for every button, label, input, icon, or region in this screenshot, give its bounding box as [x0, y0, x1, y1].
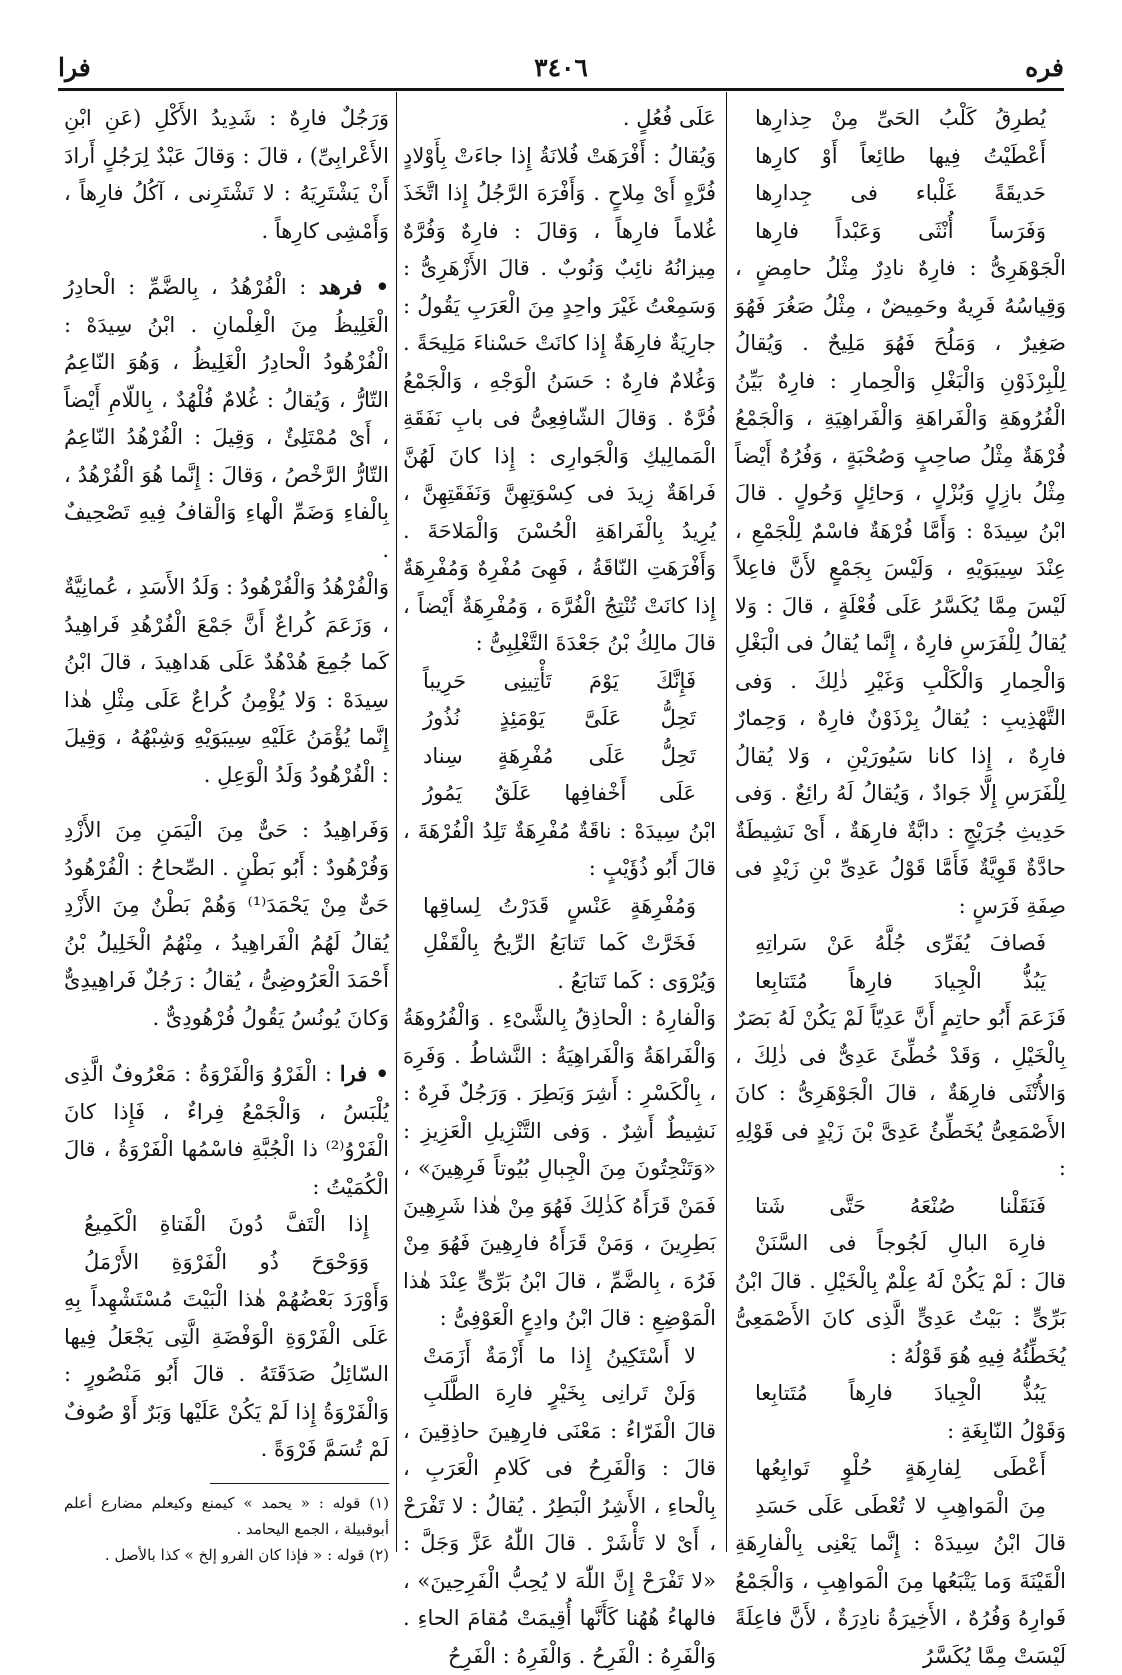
- verse-line: لا أَسْتَكِينُ إِذا ما أَزْمَةٌ أَزَمَتْ: [403, 1338, 716, 1376]
- footnote: (١) قوله : « يحمد » كيمنع وكيعلم مضارع أعلم أبوقبيلة ، الجمع اليحامد .: [64, 1490, 389, 1542]
- prose-paragraph: الْجَوْهَرِىُّ : فارِهٌ نادِرٌ مِثْلُ حامِضٍ ، وَقِياسُهُ فَرِيهٌ وحَمِيضٌ ، مِثْلُ صَغُرَ فَهُوَ صَغِيرٌ ، وَمَلُحَ فَهُوَ مَلِيحٌ . وَيُقالُ لِلْبِرْذَوْنِ وَالْبَغْلِ وَالْحِمارِ : فارِهٌ بَيِّنُ الْفُرُوهَةِ وَالْفَراهَةِ وَالْفَراهِيَةِ ، وَالْجَمْعُ فُرْهَةٌ مِثْلُ صاحِبٍ وَصُحْبَةٍ ، وَفُرُهٌ أَيْضاً مِثْلُ بازِلٍ وَبُزْلٍ ، وَحائِلٍ وَحُولٍ . قالَ ابْنُ سِيدَهْ : وَأَمَّا فُرْهَةٌ فاسْمٌ لِلْجَمْعِ ، عِنْدَ سِيبَوَيْهِ ، وَلَيْسَ بِجَمْعٍ لأَنَّ فاعِلاً لَيْسَ مِمَّا يُكَسَّرُ عَلَى فُعْلَةٍ ، قالَ : وَلا يُقالُ لِلْفَرَسِ فارِهٌ ، إِنَّما يُقالُ فى الْبَغْلِ وَالْحِمارِ وَالْكَلْبِ وَغَيْرِ ذٰلِكَ . وَفى التَّهْذِيبِ : يُقالُ بِرْذَوْنٌ فارِهٌ ، وَحِمارٌ فارِهٌ ، إِذا كانا سَيُورَيْنِ ، وَلا يُقالُ لِلْفَرَسِ إِلَّا جَوادٌ ، وَيُقالُ لَهُ رائِعٌ . وَفى حَدِيثِ جُرَيْجٍ : دابَّةٌ فارِهَةٌ ، أَىْ نَشِيطَةٌ حادَّةٌ قَوِيَّةٌ فَأَمَّا قَوْلُ عَدِىِّ بْنِ زَيْدٍ فى صِفَةِ فَرَسٍ :: [735, 250, 1066, 925]
- prose-paragraph: قالَ : لَمْ يَكُنْ لَهُ عِلْمٌ بِالْخَيْلِ . قالَ ابْنُ بَرِّىٍّ : بَيْتُ عَدِىٍّ الَّذِى كانَ الأَصْمَعِىُّ يُخَطِّئُهُ فِيهِ هُوَ قَوْلُهُ :: [735, 1263, 1066, 1376]
- prose-paragraph: وَيُرْوَى : كَما تَتابَعُ .: [403, 963, 716, 1001]
- page-header: [58, 48, 1064, 88]
- prose-paragraph: وَالْفارِهُ : الْحاذِقُ بِالشَّىْءِ . وَالْفُرُوهَةُ وَالْفَراهَةُ وَالْفَراهِيَةُ : النَّشاطُ . وَفَرِهَ ، بِالْكَسْرِ : أَشِرَ وَبَطِرَ . وَرَجُلٌ فَرِهٌ : نَشِيطٌ أَشِرٌ . وَفى التَّنْزِيلِ الْعَزِيزِ : «وَتَنْحِتُونَ مِنَ الْجِبالِ بُيُوتاً فَرِهِينَ» ، فَمَنْ قَرَأَهُ كَذٰلِكَ فَهُوَ مِنْ هٰذا شَرِهِينَ بَطِرِينَ ، وَمَنْ قَرَأَهُ فارِهِينَ فَهُوَ مِنْ فَرُهَ ، بِالضَّمِّ ، قالَ ابْنُ بَرِّىٍّ عِنْدَ هٰذا الْمَوْضِعِ : قالَ ابْنُ وادِعٍ الْعَوْفِىُّ :: [403, 1000, 716, 1338]
- prose-paragraph: وَقَوْلُ النّابِغَةِ :: [735, 1413, 1066, 1451]
- entry-body: : الْفَرْوُ وَالْفَرْوَةُ : مَعْرُوفٌ الَّذِى يُلْبَسُ ، وَالْجَمْعُ فِراءٌ ، فَإِذا كانَ الْفَرْوُ⁽²⁾ ذا الْجُبَّةِ فاسْمُها الْفَرْوَةُ ، قالَ الْكُمَيْتُ :: [64, 1062, 389, 1199]
- entry-headword: • فرهد: [319, 274, 389, 299]
- prose-paragraph: عَلَى فُعُلٍ .: [403, 100, 716, 138]
- footnote-rule: [210, 1483, 389, 1484]
- verse-line: فارِهَ البالِ لَجُوجاً فى السَّنَنْ: [735, 1225, 1066, 1263]
- prose-paragraph: وَفَراهِيدُ : حَىٌّ مِنَ الْيَمَنِ مِنَ الأَزْدِ وَفُرْهُودٌ : أَبُو بَطْنٍ . الصِّحاحُ : الْفُرْهُودُ حَىٌّ مِنْ يَحْمَدَ⁽¹⁾ وَهُمْ بَطْنٌ مِنَ الأَزْدِ يُقالُ لَهُمُ الْفَراهِيدُ ، مِنْهُمُ الْخَلِيلُ بْنُ أَحْمَدَ الْعَرُوضِىُّ ، يُقالُ : رَجُلٌ فَراهِيدِىٌّ وَكانَ يُونُسُ يَقُولُ فُرْهُودِىٌّ .: [64, 812, 389, 1037]
- verse-line: يُطرِقُ كَلْبُ الحَىِّ مِنْ حِذارِها: [735, 100, 1066, 138]
- prose-paragraph: وَأَوْرَدَ بَعْضُهُمْ هٰذا الْبَيْتَ مُسْتَشْهِداً بِهِ عَلَى الْفَرْوَةِ الْوَفْضَةِ الَّتِى يَجْعَلُ فِيها السّائِلُ صَدَقَتَهُ . قالَ أَبُو مَنْصُورٍ : وَالْفَرْوَةُ إِذا لَمْ يَكُنْ عَلَيْها وَبَرٌ أَوْ صُوفٌ لَمْ تُسَمَّ فَرْوَةً .: [64, 1281, 389, 1469]
- dictionary-entry: [64, 268, 389, 569]
- column-divider: [396, 92, 397, 1552]
- verse-line: وَوَحْوَحَ ذُو الْفَرْوَةِ الأَرْمَلُ: [64, 1244, 389, 1282]
- dictionary-entry: [64, 1055, 389, 1206]
- prose-paragraph: وَالْفُرْهُدُ وَالْفُرْهُودُ : وَلَدُ الأَسَدِ ، عُمانِيَّةٌ ، وَزَعَمَ كُراعٌ أَنَّ جَمْعَ الْفُرْهُدِ فَراهِيدُ كَما جُمِعَ هُدْهُدٌ عَلَى هَداهِيدَ ، قالَ ابْنُ سِيدَهْ : وَلا يُؤْمِنُ كُراعٌ عَلَى مِثْلِ هٰذا إِنَّما يُؤْمَنُ عَلَيْهِ سِيبَوَيْهِ وَشِبْهُهُ ، وَقِيلَ : الْفُرْهُودُ وَلَدُ الْوَعِلِ .: [64, 569, 389, 794]
- prose-paragraph: وَرَجُلٌ فارِهٌ : شَدِيدُ الأَكْلِ (عَنِ ابْنِ الأَعْرابِىِّ) ، قالَ : وَقالَ عَبْدٌ لِرَجُلٍ أَرادَ أَنْ يَشْتَرِيَهُ : لا تَشْتَرِنى ، آكُلُ فارِهاً ، وَأَمْشِى كارِهاً .: [64, 100, 389, 250]
- header-root-word: فره: [1025, 48, 1064, 88]
- verse-line: أَعْطَى لِفارِهَةٍ حُلْوٍ تَوابِعُها: [735, 1450, 1066, 1488]
- verse-line: تَحِلُّ عَلَى مُفْرِهَةٍ سِناد: [403, 738, 716, 776]
- verse-line: يَبُذُّ الْجِيادَ فارِهاً مُتَتابِعا: [735, 1375, 1066, 1413]
- verse-line: وَلَنْ تَرانِى بِخَيْرٍ فارِهَ الطَّلَبِ: [403, 1375, 716, 1413]
- verse-line: فَإِنَّكَ يَوْمَ تَأْتِينِى حَرِيباً: [403, 663, 716, 701]
- verse-line: فَصافَ يُفَرِّى جُلَّهُ عَنْ سَراتِهِ: [735, 925, 1066, 963]
- verse-line: وَفَرَساً أُنْثَى وَعَبْداً فارِها: [735, 213, 1066, 251]
- verse-line: فَخَرَّتْ كَما تَتابَعُ الرِّيحُ بِالْقَفْلِ: [403, 925, 716, 963]
- text-column-middle: [403, 100, 716, 1540]
- prose-paragraph: ابْنُ سِيدَهْ : ناقَةٌ مُفْرِهَةٌ تَلِدُ الْفُرْهَةَ ، قالَ أَبُو ذُؤَيْبٍ :: [403, 813, 716, 888]
- entry-body: : الْفُرْهُدُ ، بِالضَّمِّ : الْحادِرُ الْغَلِيظُ مِنَ الْغِلْمانِ . ابْنُ سِيدَهْ : الْفُرْهُودُ الْحادِرُ الْغَلِيظُ ، وَهُوَ النّاعِمُ التّارُّ ، وَيُقالُ : غُلامٌ فُلْهُدٌ ، بِاللّامِ أَيْضاً ، أَىْ مُمْتَلِئٌ ، وَقِيلَ : الْفُرْهُدُ النّاعِمُ التّارُّ الرَّخْصُ ، وَقالَ : إِنَّما هُوَ الْفُرْهُدُ ، بِالْفاءِ وَضَمِّ الْهاءِ وَالْقافُ فِيهِ تَصْحِيفٌ .: [64, 275, 389, 562]
- verse-line: إِذا الْتَفَّ دُونَ الْفَتاةِ الْكَمِيعُ: [64, 1206, 389, 1244]
- prose-paragraph: قالَ ابْنُ سِيدَهْ : إِنَّما يَعْنِى بِالْفارِهَةِ الْقَيْنَةَ وَما يَتْبَعُها مِنَ الْمَواهِبِ ، وَالْجَمْعُ فَوارِهُ وَفُرُهٌ ، الأَخِيرَةُ نادِرَةٌ ، لأَنَّ فاعِلَةً لَيْسَتْ مِمَّا يُكَسَّرُ: [735, 1525, 1066, 1675]
- footnote: (٢) قوله : « فإذا كان الفرو إلخ » كذا بالأصل .: [64, 1542, 389, 1568]
- verse-line: وَمُفْرِهَةٍ عَنْسٍ قَدَرْتُ لِساقِها: [403, 888, 716, 926]
- header-rule: [58, 88, 1064, 91]
- verse-line: تَحِلُّ عَلَىَّ يَوْمَئِذٍ نُذُورُ: [403, 700, 716, 738]
- prose-paragraph: قالَ الْفَرّاءُ : مَعْنَى فارِهِينَ حاذِقِينَ ، قالَ : وَالْفَرِحُ فى كَلامِ الْعَرَبِ ، بِالْحاءِ ، الأَشِرُ الْبَطِرُ . يُقالُ : لا تَفْرَحْ ، أَىْ لا تَأْشَرْ . قالَ اللّٰهُ عَزَّ وَجَلَّ : «لا تَفْرَحْ إِنَّ اللّٰهَ لا يُحِبُّ الْفَرِحِينَ» ، فالهاءُ هُهُنا كَأَنَّها أُقِيمَتْ مُقامَ الحاءِ . وَالْفَرِهُ : الْفَرِحُ . وَالْفَرِهُ : الْفَرِحُ: [403, 1413, 716, 1675]
- verse-line: حَديقَةً غَلْباء فى جِدارِها: [735, 175, 1066, 213]
- prose-paragraph: فَزَعَمَ أَبُو حاتِمٍ أَنَّ عَدِيّاً لَمْ يَكُنْ لَهُ بَصَرٌ بِالْخَيْلِ ، وَقَدْ خُطِّئَ عَدِىٌّ فى ذٰلِكَ ، وَالأُنْثَى فارِهَةٌ ، قالَ الْجَوْهَرِىُّ : كانَ الأَصْمَعِىُّ يُخَطِّئُ عَدِىَّ بْنَ زَيْدٍ فى قَوْلِهِ :: [735, 1000, 1066, 1188]
- verse-line: أَعْطَيْتُ فِيها طائِعاً أَوْ كارِها: [735, 138, 1066, 176]
- prose-paragraph: وَيُقالُ : أَفْرَهَتْ فُلانَةُ إِذا جاءَتْ بِأَوْلادٍ فُرَّهٍ أَىْ مِلاحٍ . وَأَفْرَهَ الرَّجُلُ إِذا اتَّخَذَ غُلاماً فارِهاً ، وَقالَ : فارِهٌ وَفُرَّهٌ مِيزانُهُ نائِبٌ وَنُوبٌ . قالَ الأَزْهَرِىُّ : وَسَمِعْتُ غَيْرَ واحِدٍ مِنَ الْعَرَبِ يَقُولُ : جارِيَةٌ فارِهَةٌ إِذا كانَتْ حَسْناءَ مَلِيحَةً . وَغُلامٌ فارِهٌ : حَسَنُ الْوَجْهِ ، وَالْجَمْعُ فُرَّهٌ . وَقالَ الشّافِعِىُّ فى بابِ نَفَقَةِ الْمَمالِيكِ وَالْجَوارِى : إِذا كانَ لَهُنَّ فَراهَةٌ زِيدَ فى كِسْوَتِهِنَّ وَنَفَقَتِهِنَّ ، يُرِيدُ بِالْفَراهَةِ الْحُسْنَ وَالْمَلاحَةَ . وَأَفْرَهَتِ النّاقَةُ ، فَهِىَ مُفْرِهٌ وَمُفْرِهَةٌ إِذا كانَتْ تُنْتِجُ الْفُرَّهَ ، وَمُفْرِهَةٌ أَيْضاً ، قالَ مالِكُ بْنُ جَعْدَةَ التَّغْلِبِىُّ :: [403, 138, 716, 663]
- header-next-root-word: فرا: [58, 48, 91, 88]
- page-number: ٣٤٠٦: [58, 48, 1064, 88]
- text-column-left: [64, 100, 389, 1540]
- text-column-right: [735, 100, 1066, 1540]
- entry-headword: • فرا: [340, 1061, 389, 1086]
- verse-line: مِنَ الْمَواهِبِ لا تُعْطَى عَلَى حَسَدِ: [735, 1488, 1066, 1526]
- verse-line: فَنَقَلْنا صُنْعَهُ حَتَّى شَتا: [735, 1188, 1066, 1226]
- verse-line: عَلَى أَخْفافِها عَلَقٌ يَمُورُ: [403, 775, 716, 813]
- verse-line: يَبُذُّ الْجِيادَ فارِهاً مُتَتابِعا: [735, 963, 1066, 1001]
- column-divider: [726, 92, 727, 1552]
